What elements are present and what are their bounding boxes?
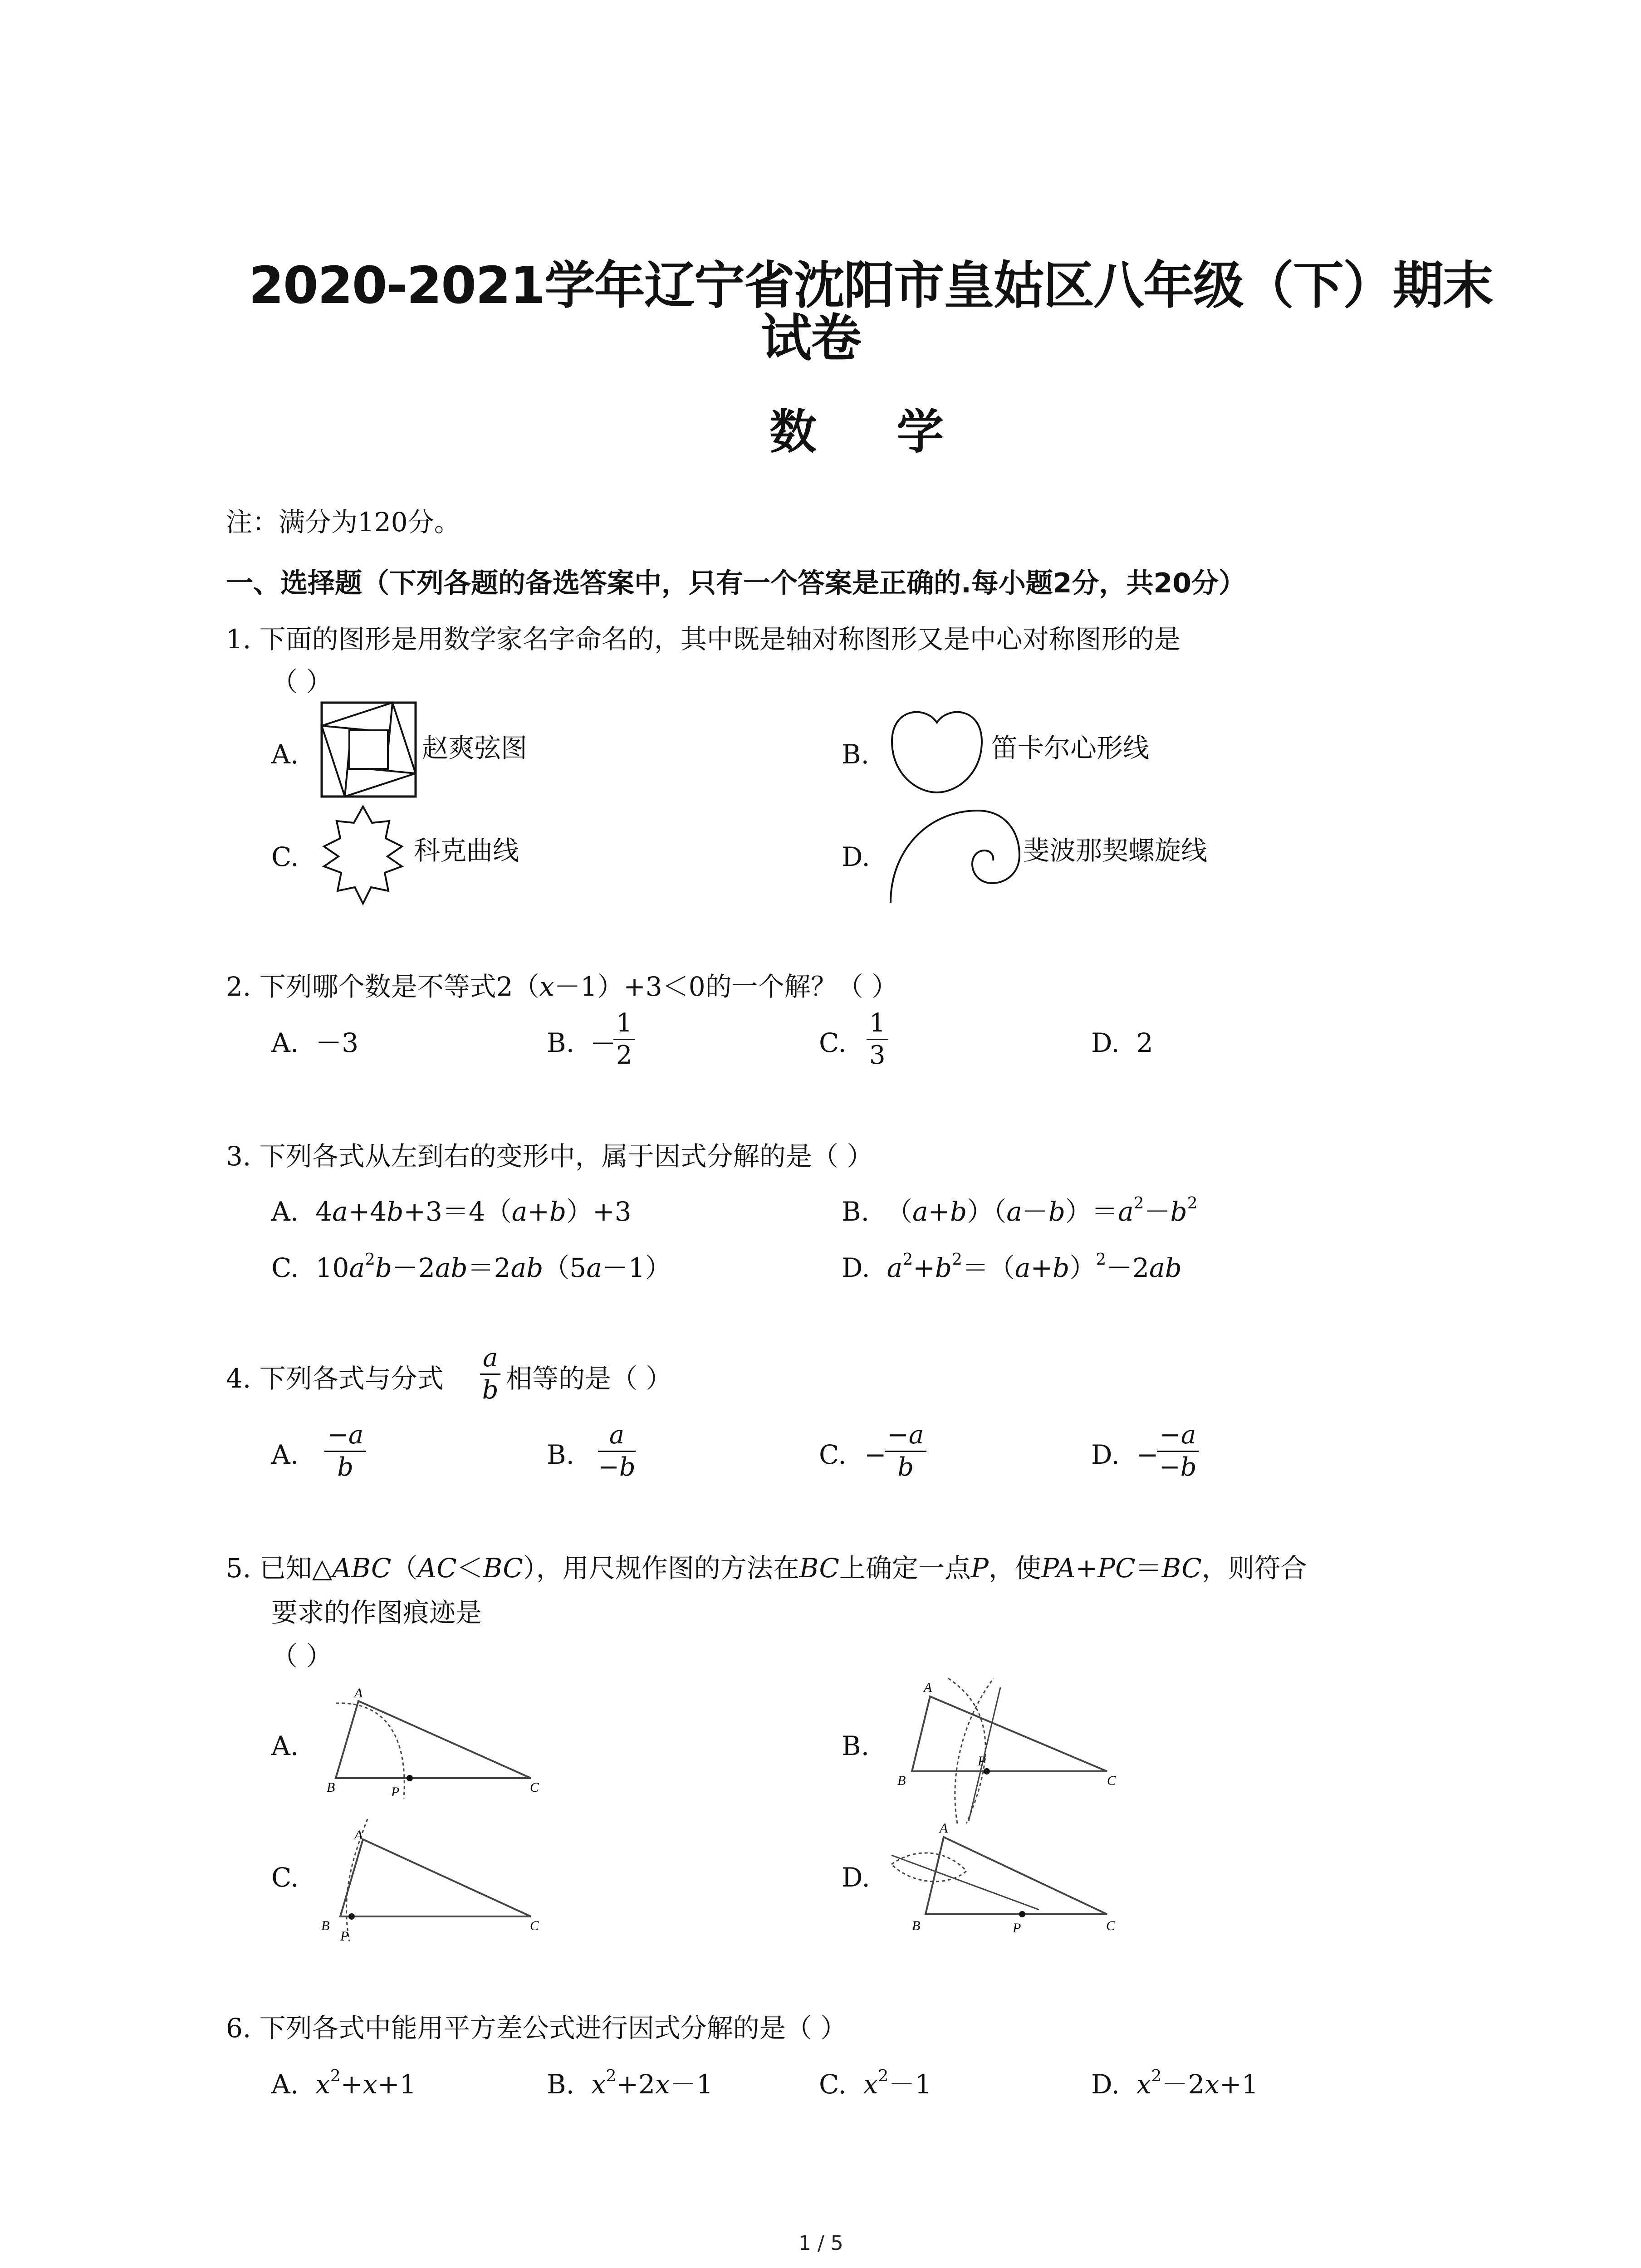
q5-option-a-letter: A. [271, 1730, 299, 1761]
q5-b-label-a: A [923, 1680, 932, 1695]
q5-stem-line-1: 5. 已知△ABC（AC＜BC），用尺规作图的方法在BC上确定一点P，使PA+PC＝BC，则符合 [226, 1553, 1307, 1584]
zhaoshuang-diagram-icon [320, 701, 417, 798]
q5-b-label-b: B [897, 1773, 906, 1788]
section-1-heading: 一、选择题（下列各题的备选答案中，只有一个答案是正确的.每小题2分，共20分） [226, 567, 1246, 599]
q1-option-a-letter: A. [271, 739, 299, 770]
q5-d-label-p: P [1013, 1921, 1021, 1936]
q4-option-d-letter: D. [1091, 1439, 1120, 1470]
q5-option-a-diagram [313, 1683, 567, 1801]
q5-c-label-b: B [321, 1918, 330, 1933]
q5-c-label-a: A [354, 1828, 363, 1843]
q5-c-label-p: P [340, 1929, 349, 1944]
q3-option-c: C. $10a^2b-2ab=2ab(5a-1)$ [271, 1250, 671, 1283]
q6-option-c: C. $x^2-1$ [819, 2067, 932, 2100]
q4-option-d-sign: − [1136, 1439, 1159, 1470]
q5-option-c-letter: C. [271, 1862, 299, 1893]
q4-stem-post: 相等的是（ ） [506, 1363, 672, 1394]
q1-stem: 1. 下面的图形是用数学家名字命名的，其中既是轴对称图形又是中心对称图形的是 [226, 624, 1181, 655]
q2-stem: 2. 下列哪个数是不等式2（x－1）+3＜0的一个解？（ ） [226, 971, 898, 1002]
q3-option-d: D. $a^2+b^2=(a+b)^2-2ab$ [842, 1250, 1182, 1283]
q5-d-label-c: C [1106, 1918, 1116, 1933]
q5-option-d-letter: D. [842, 1862, 870, 1893]
q6-option-b: B. $x^2+2x-1$ [547, 2067, 713, 2100]
q5-paren: （ ） [271, 1641, 333, 1672]
q4-option-b-fraction: $\frac{a}{-b}$ [598, 1420, 636, 1482]
title-line-1: 2020-2021学年辽宁省沈阳市皇姑区八年级（下）期末 [249, 256, 1493, 315]
q3-stem: 3. 下列各式从左到右的变形中，属于因式分解的是（ ） [226, 1141, 873, 1172]
q3-option-a: A. 4a+4b+3＝4（a+b）+3 [271, 1196, 632, 1227]
q3-option-b: B. $(a+b)(a-b)=a^2-b^2$ [842, 1194, 1198, 1227]
q5-option-d-diagram [889, 1814, 1143, 1946]
q5-a-label-b: B [327, 1780, 335, 1795]
q5-a-label-a: A [354, 1686, 363, 1701]
q5-option-b-letter: B. [842, 1730, 870, 1761]
page-number: 1 / 5 [798, 2232, 843, 2255]
q6-option-a: A. $x^2+x+1$ [271, 2067, 416, 2100]
q1-paren: （ ） [271, 666, 333, 697]
q1-option-a-caption: 赵爽弦图 [422, 733, 528, 763]
q5-stem-line-2: 要求的作图痕迹是 [271, 1597, 482, 1628]
q5-b-label-p: P [978, 1754, 986, 1769]
q5-a-label-p: P [391, 1784, 400, 1799]
q4-stem-pre: 4. 下列各式与分式 [226, 1363, 444, 1394]
q2-option-d: D. 2 [1091, 1027, 1153, 1058]
title-line-2: 试卷 [761, 309, 861, 368]
q2-option-c-letter: C. [819, 1027, 847, 1058]
q2-option-b-letter: B. [547, 1027, 575, 1058]
q5-d-label-b: B [912, 1918, 921, 1933]
q5-a-label-c: C [530, 1780, 539, 1795]
q4-option-b-letter: B. [547, 1439, 575, 1470]
q1-option-d-letter: D. [842, 841, 870, 872]
q2-option-a: A. －3 [271, 1027, 359, 1058]
koch-snowflake-icon [313, 803, 413, 907]
q4-option-a-letter: A. [271, 1439, 299, 1470]
q1-option-b-letter: B. [842, 739, 870, 770]
q4-option-d-fraction: $\frac{-a}{-b}$ [1157, 1422, 1199, 1480]
q4-option-c-fraction: $\frac{-a}{b}$ [885, 1422, 926, 1480]
q4-option-c-sign: − [864, 1439, 887, 1470]
score-note: 注：满分为120分。 [226, 507, 460, 538]
q4-option-a-fraction: $\frac{-a}{b}$ [324, 1422, 366, 1480]
q6-option-d: D. $x^2-2x+1$ [1091, 2067, 1259, 2100]
q6-stem: 6. 下列各式中能用平方差公式进行因式分解的是（ ） [226, 2013, 847, 2043]
cardioid-icon [889, 705, 985, 796]
q2-option-b-fraction: $\frac{1}{2}$ [613, 1011, 635, 1068]
q5-b-label-c: C [1107, 1773, 1117, 1788]
fibonacci-spiral-icon [887, 805, 1023, 905]
q5-option-b-diagram [889, 1678, 1143, 1828]
q1-option-c-letter: C. [271, 841, 299, 872]
q5-d-label-a: A [939, 1821, 948, 1836]
q1-option-c-caption: 科克曲线 [414, 835, 519, 866]
q5-c-label-c: C [530, 1918, 539, 1933]
q2-option-b-sign: － [590, 1028, 617, 1059]
q5-option-c-diagram [313, 1819, 567, 1946]
q1-option-b-caption: 笛卡尔心形线 [991, 733, 1150, 763]
q1-option-d-caption: 斐波那契螺旋线 [1023, 835, 1208, 866]
q4-stem-fraction: $\frac{a}{b}$ [480, 1345, 500, 1403]
subject-title: 数 学 [769, 404, 976, 459]
q4-option-c-letter: C. [819, 1439, 847, 1470]
q2-option-c-fraction: $\frac{1}{3}$ [867, 1011, 888, 1068]
